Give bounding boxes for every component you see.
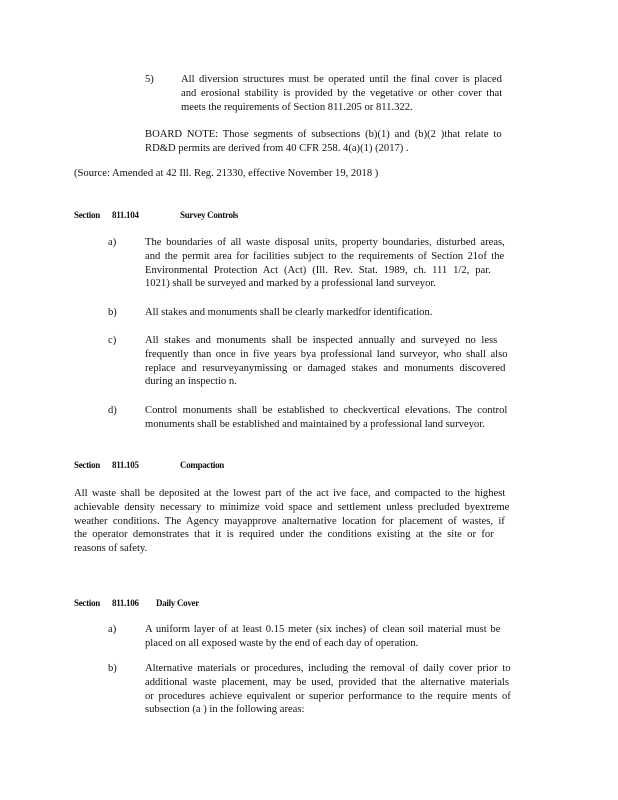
- item-c-text: [145, 334, 530, 389]
- item-a-marker: a): [108, 237, 117, 248]
- text-line: or procedures achieve equivalent or superior performance to the require ments of: [145, 690, 511, 702]
- section-811-105-heading: [74, 460, 224, 470]
- section-number: 811.105: [112, 460, 139, 470]
- text-line: meets the requirements of Section 811.205 or 811.322.: [181, 101, 413, 113]
- section-number: 811.104: [112, 210, 139, 220]
- item-b-marker: b): [108, 663, 117, 674]
- section-811-105-text: [74, 487, 534, 556]
- text-line: A uniform layer of at least 0.15 meter (six inches) of clean soil material must be: [145, 624, 501, 635]
- text-line: Control monuments shall be established to checkvertical elevations. The control: [145, 405, 508, 416]
- text-line: All stakes and monuments shall be inspected annually and surveyed no less: [145, 335, 498, 346]
- text-line: and erosional stability is provided by the vegetative or other cover that: [181, 87, 503, 99]
- text-line: frequently than once in five years bya professional land surveyor, who shall also: [145, 348, 508, 360]
- section-title: Daily Cover: [156, 598, 199, 608]
- section-title: Compaction: [180, 460, 224, 470]
- text-line: placed on all exposed waste by the end of each day of operation.: [145, 637, 419, 649]
- text-line: replace and resurveyanymissing or damaged stakes and monuments discovered: [145, 362, 506, 374]
- text-line: monuments shall be established and maintained by a professional land surveyor.: [145, 418, 485, 430]
- item-5-marker: 5): [145, 74, 154, 85]
- text-line: and the permit area for facilities subject to the requirements of Section 21of the: [145, 250, 505, 262]
- text-line: 1021) shall be surveyed and marked by a professional land surveyor.: [145, 278, 436, 290]
- item-c-marker: c): [108, 335, 117, 346]
- item-a-text: [145, 623, 517, 651]
- section-811-104-heading: [74, 210, 238, 220]
- text-line: the operator demonstrates that it is required under the conditions existing at the site or for: [74, 529, 494, 541]
- text-line: All waste shall be deposited at the lowest part of the act ive face, and compacted to the highest: [74, 488, 506, 499]
- text-line: Alternative materials or procedures, including the removal of daily cover prior to: [145, 663, 511, 674]
- section-word: Section: [74, 210, 100, 220]
- item-b-marker: b): [108, 307, 117, 318]
- item-5-text: [181, 73, 522, 114]
- item-d-text: [145, 404, 530, 432]
- item-d-marker: d): [108, 405, 117, 416]
- board-note: [145, 128, 524, 156]
- text-line: weather conditions. The Agency mayapprove analternative location for placement of wastes, if: [74, 515, 505, 527]
- section-number: 811.106: [112, 598, 139, 608]
- text-line: reasons of safety.: [74, 543, 148, 555]
- item-a-marker: a): [108, 624, 117, 635]
- section-811-106-heading: [74, 598, 199, 608]
- item-b-text: [145, 662, 533, 717]
- text-line: All diversion structures must be operated until the final cover is placed: [181, 74, 502, 85]
- text-line: subsection (a ) in the following areas:: [145, 704, 305, 716]
- text-line: (Source: Amended at 42 Ill. Reg. 21330, effective November 19, 2018 ): [74, 168, 379, 179]
- text-line: additional waste placement, may be used, provided that the alternative materials: [145, 676, 509, 688]
- text-line: during an inspectio n.: [145, 376, 237, 388]
- section-word: Section: [74, 598, 100, 608]
- text-line: All stakes and monuments shall be clearly markedfor identification.: [145, 307, 433, 318]
- text-line: Environmental Protection Act (Act) (Ill. Rev. Stat. 1989, ch. 111 1/2, par.: [145, 264, 491, 276]
- item-b-text: [145, 306, 527, 320]
- text-line: achievable density necessary to minimize void space and settlement unless precluded byextreme: [74, 501, 510, 513]
- source-note: [74, 167, 494, 181]
- item-a-text: [145, 236, 527, 291]
- section-word: Section: [74, 460, 100, 470]
- text-line: RD&D permits are derived from 40 CFR 258. 4(a)(1) (2017) .: [145, 142, 409, 154]
- text-line: The boundaries of all waste disposal units, property boundaries, disturbed areas,: [145, 237, 505, 248]
- section-title: Survey Controls: [180, 210, 239, 220]
- text-line: BOARD NOTE: Those segments of subsections (b)(1) and (b)(2 )that relate to: [145, 129, 502, 140]
